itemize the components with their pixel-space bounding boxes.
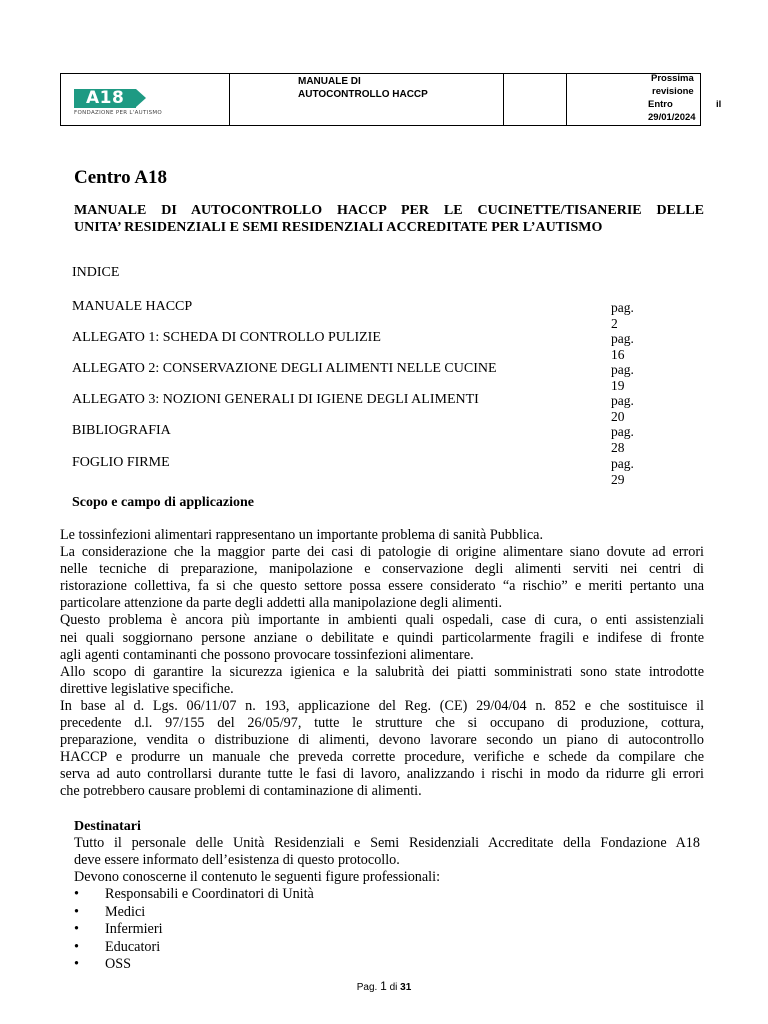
main-title-line2: UNITA’ RESIDENZIALI E SEMI RESIDENZIALI ACCREDITATE PER L’AUTISMO xyxy=(74,220,603,235)
document-header-table xyxy=(60,73,722,126)
toc-item: ALLEGATO 2: CONSERVAZIONE DEGLI ALIMENTI NELLE CUCINE xyxy=(72,361,497,376)
bullet-icon: • xyxy=(74,886,79,902)
text-line: Devono conoscerne il contenuto le seguenti figure professionali: xyxy=(74,869,441,886)
header-empty-cell xyxy=(503,74,567,125)
toc-item: FOGLIO FIRME xyxy=(72,455,170,470)
page-footer xyxy=(0,979,768,993)
scopo-paragraph xyxy=(60,527,704,801)
list-item-label: Infermieri xyxy=(105,921,163,937)
centro-title: Centro A18 xyxy=(74,167,168,188)
list-item-label: OSS xyxy=(105,956,132,972)
text-line: Questo problema è ancora più importante in ambienti quali ospedali, case di cura, o enti assistenziali xyxy=(60,612,704,629)
logo-cell xyxy=(61,74,229,125)
toc-page-ref xyxy=(611,331,634,362)
header-doc-title xyxy=(298,75,428,101)
list-item-label: Educatori xyxy=(105,938,161,955)
toc-page-number: 28 xyxy=(611,439,625,455)
text-line: Allo scopo di garantire la sicurezza igienica e la salubrità dei piatti somministrati sono state introdotte xyxy=(60,663,704,680)
toc-page-number: 20 xyxy=(611,408,625,424)
text-line: agli agenti contaminanti che possono provocare tossinfezioni alimentare. xyxy=(60,646,474,663)
a18-logo xyxy=(74,89,146,108)
text-line: Le tossinfezioni alimentari rappresentano un importante problema di sanità Pubblica. xyxy=(60,527,544,543)
header-title-cell xyxy=(229,74,504,125)
logo-subtext: FONDAZIONE PER L'AUTISMO xyxy=(74,110,163,116)
toc-item: ALLEGATO 3: NOZIONI GENERALI DI IGIENE DEGLI ALIMENTI xyxy=(72,392,479,407)
toc-page-number: 29 xyxy=(611,471,625,487)
text-line: nei quali soggiornano persone anziane o debilitate e quindi particolarmente fragili e indifese di fronte xyxy=(60,629,704,646)
text-line: HACCP e produrre un manuale che preveda corrette procedure, verifiche e schede da compilare che xyxy=(60,749,704,766)
toc-page-label: pag. xyxy=(611,456,634,471)
footer-of: di xyxy=(389,982,398,993)
revision-label-2: revisione xyxy=(652,86,694,97)
text-line: deve essere informato dell’esistenza di questo protocollo. xyxy=(74,852,400,869)
toc-page-label: pag. xyxy=(611,362,634,377)
text-line: preparazione, vendita o distribuzione di alimenti, devono lavorare secondo un piano di autocontrollo xyxy=(60,732,704,749)
text-line: che potrebbero causare problemi di contaminazione di alimenti. xyxy=(60,783,422,800)
toc-page-ref xyxy=(611,393,634,424)
bullet-icon: • xyxy=(74,921,79,937)
toc-item: BIBLIOGRAFIA xyxy=(72,423,171,438)
list-item-label: Medici xyxy=(105,903,146,920)
toc-page-ref xyxy=(611,362,634,393)
bullet-icon: • xyxy=(74,938,79,955)
bullet-icon: • xyxy=(74,903,79,920)
text-line: direttive legislative specifiche. xyxy=(60,680,234,697)
revision-label-1: Prossima xyxy=(651,73,694,84)
toc-page-ref xyxy=(611,300,634,331)
destinatari-heading: Destinatari xyxy=(74,819,141,834)
text-line: serva ad auto controllarsi durante tutte le fasi di lavoro, analizzando i rischi in modo da ridurre gli errori xyxy=(60,766,704,783)
main-title-line1: MANUALE DI AUTOCONTROLLO HACCP PER LE CUCINETTE/TISANERIE DELLE xyxy=(74,203,704,218)
text-line: In base al d. Lgs. 06/11/07 n. 193, applicazione del Reg. (CE) 29/04/04 n. 852 e che sostituisce il xyxy=(60,697,704,714)
revision-label-3b: il xyxy=(716,99,722,110)
text-line: La considerazione che la maggior parte dei casi di patologie di origine alimentare siano dovute ad errori xyxy=(60,544,704,561)
text-line: nelle tecniche di preparazione, manipolazione e conservazione degli alimenti serviti nei centri di xyxy=(60,561,704,578)
indice-heading: INDICE xyxy=(72,265,120,280)
toc-page-number: 16 xyxy=(611,346,625,362)
toc-page-number: 19 xyxy=(611,377,625,393)
toc-page-ref xyxy=(611,424,634,455)
toc-page-label: pag. xyxy=(611,424,634,439)
scopo-heading: Scopo e campo di applicazione xyxy=(72,495,255,510)
destinatari-paragraph xyxy=(74,835,700,886)
revision-label-3a: Entro xyxy=(648,99,673,110)
header-revision-cell xyxy=(566,73,722,125)
revision-date: 29/01/2024 xyxy=(648,112,696,123)
logo-text: A18 xyxy=(86,88,125,108)
toc-page-label: pag. xyxy=(611,331,634,346)
text-line: particolare attenzione da parte degli addetti alla manipolazione degli alimenti. xyxy=(60,595,502,612)
footer-page: 1 xyxy=(380,979,387,993)
toc-page-label: pag. xyxy=(611,300,634,315)
toc-item: ALLEGATO 1: SCHEDA DI CONTROLLO PULIZIE xyxy=(72,330,381,345)
toc-item: MANUALE HACCP xyxy=(72,299,193,314)
toc-page-label: pag. xyxy=(611,393,634,408)
footer-prefix: Pag. xyxy=(356,982,378,993)
text-line: Tutto il personale delle Unità Residenziali e Semi Residenziali Accreditate della Fondazione A18 xyxy=(74,835,700,851)
bullet-icon: • xyxy=(74,956,79,972)
header-doc-title-line2: AUTOCONTROLLO HACCP xyxy=(298,89,428,100)
footer-total: 31 xyxy=(400,982,412,993)
text-line: precedente d.l. 97/155 del 26/05/97, tutte le strutture che si occupano di produzione, cottura, xyxy=(60,715,704,732)
manual-main-title xyxy=(74,202,704,236)
header-doc-title-line1: MANUALE DI xyxy=(298,76,361,87)
toc-page-number: 2 xyxy=(611,315,618,331)
toc-page-ref xyxy=(611,456,634,487)
list-item-label: Responsabili e Coordinatori di Unità xyxy=(105,886,314,902)
text-line: ristorazione collettiva, fa si che questo settore possa essere considerato “a rischio” e meriti pertanto una xyxy=(60,578,704,595)
